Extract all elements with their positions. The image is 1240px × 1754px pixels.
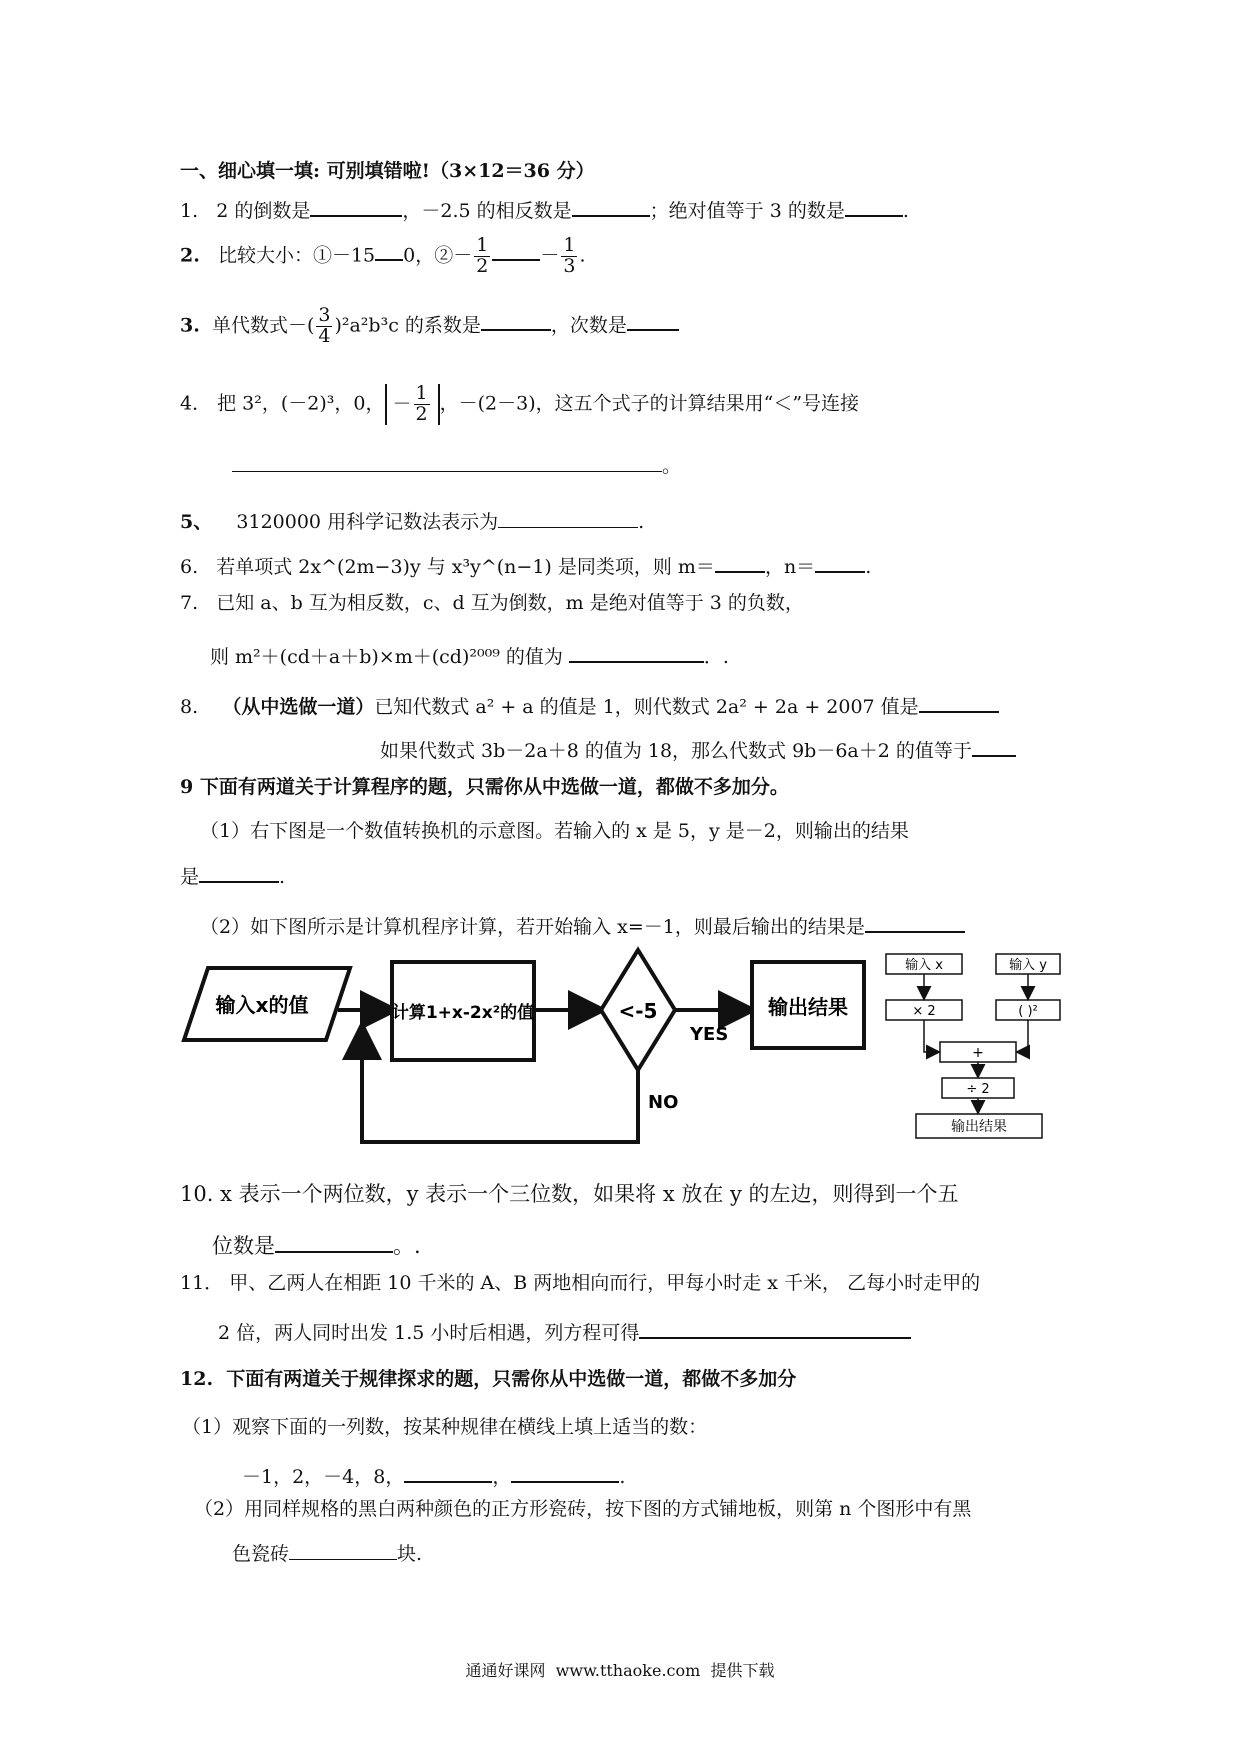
machine-input-x-label: 输入 x <box>905 958 943 973</box>
question-12-part-2-line-2: 色瓷砖 块. <box>232 1540 422 1564</box>
page-footer: 通通好课网 www.tthaoke.com 提供下载 <box>465 1661 775 1680</box>
flow-input-label: 输入x的值 <box>215 993 309 1017</box>
answer-blank[interactable] <box>511 1462 619 1483</box>
question-9-part-1-line-2: 是 . <box>180 862 285 887</box>
question-8: 8. （从中选做一道）已知代数式 a² + a 的值是 1，则代数式 2a² + 2a + 2007 值是 <box>180 692 999 717</box>
question-10: 10. x 表示一个两位数，y 表示一个三位数，如果将 x 放在 y 的左边，则得到一个五 <box>180 1182 959 1206</box>
question-11: 11． 甲、乙两人在相距 10 千米的 A、B 两地相向而行，甲每小时走 x 千米， 乙每小时走甲的 <box>180 1272 981 1294</box>
section-title: 一、细心填一填: 可别填错啦!（3×12＝36 分） <box>180 160 595 182</box>
question-9-part-1: （1）右下图是一个数值转换机的示意图。若输入的 x 是 5，y 是－2，则输出的结果 <box>200 820 909 842</box>
question-9-title: 9 下面有两道关于计算程序的题，只需你从中选做一道，都做不多加分。 <box>180 776 789 798</box>
flow-calc-label: 计算1+x-2x²的值 <box>391 1003 535 1023</box>
question-11-line-2: 2 倍，两人同时出发 1.5 小时后相遇，列方程可得 <box>218 1318 911 1343</box>
answer-blank[interactable] <box>275 1230 393 1253</box>
flow-output-label: 输出结果 <box>768 995 848 1019</box>
flow-condition-label: <-5 <box>618 999 658 1023</box>
question-12-part-2: （2）用同样规格的黑白两种颜色的正方形瓷砖，按下图的方式铺地板，则第 n 个图形中有黑 <box>194 1498 972 1520</box>
question-2: 2. 比较大小：①－15 0，②－ $\frac{1}{2}$ － $\frac{1}{3}$ . <box>180 234 586 277</box>
answer-blank[interactable] <box>289 1540 397 1560</box>
question-8-line-2: 如果代数式 3b－2a＋8 的值为 18，那么代数式 9b－6a＋2 的值等于 <box>380 736 1016 761</box>
machine-input-y-label: 输入 y <box>1009 958 1047 973</box>
fraction-one-third: $\frac{1}{3}$ <box>563 234 576 277</box>
question-4: 4． 把 3²，(－2)³，0， － $\frac{1}{2}$ ，－(2－3)，这五个式子的计算结果用“＜”号连接 <box>180 382 860 425</box>
answer-blank[interactable] <box>639 1318 911 1339</box>
machine-div2-label: ÷ 2 <box>966 1082 990 1097</box>
machine-output-label: 输出结果 <box>951 1119 1007 1135</box>
question-12-part-1: （1）观察下面的一列数，按某种规律在横线上填上适当的数： <box>182 1416 708 1438</box>
question-4-answer-line: 。 <box>232 452 681 476</box>
question-12-title: 12. 下面有两道关于规律探求的题，只需你从中选做一道，都做不多加分 <box>180 1368 797 1390</box>
question-7-line-2: 则 m²＋(cd＋a＋b)×m＋(cd)²⁰⁰⁹ 的值为 ．. <box>210 642 729 667</box>
flow-yes-label: YES <box>690 1024 729 1045</box>
absolute-value: － $\frac{1}{2}$ <box>385 384 440 425</box>
answer-blank[interactable] <box>404 1462 492 1483</box>
machine-plus-label: + <box>972 1045 984 1061</box>
machine-times2-label: × 2 <box>912 1004 936 1019</box>
fraction-one-half: $\frac{1}{2}$ <box>476 234 489 277</box>
question-3: 3. 单代数式－( $\frac{3}{4}$ )²a²b³c 的系数是 ，次数是 <box>180 306 679 347</box>
question-10-line-2: 位数是 。. <box>212 1230 421 1257</box>
question-1: 1. 2 的倒数是 ，－2.5 的相反数是 ；绝对值等于 3 的数是 . <box>180 196 909 221</box>
question-7: 7. 已知 a、b 互为相反数，c、d 互为倒数，m 是绝对值等于 3 的负数， <box>180 592 804 614</box>
flow-no-label: NO <box>648 1092 679 1113</box>
question-6: 6. 若单项式 2x^(2m−3)y 与 x³y^(n−1) 是同类项，则 m＝ ，n＝ . <box>180 552 871 577</box>
question-9-part-2: （2）如下图所示是计算机程序计算，若开始输入 x=－1，则最后输出的结果是 <box>200 912 965 937</box>
machine-square-label: ( )² <box>1018 1004 1038 1019</box>
fraction-three-quarters: $\frac{3}{4}$ <box>318 304 331 347</box>
question-5: 5、 3120000 用科学记数法表示为 . <box>180 508 644 532</box>
question-12-sequence: －1，2，－4，8， ， . <box>242 1462 625 1487</box>
